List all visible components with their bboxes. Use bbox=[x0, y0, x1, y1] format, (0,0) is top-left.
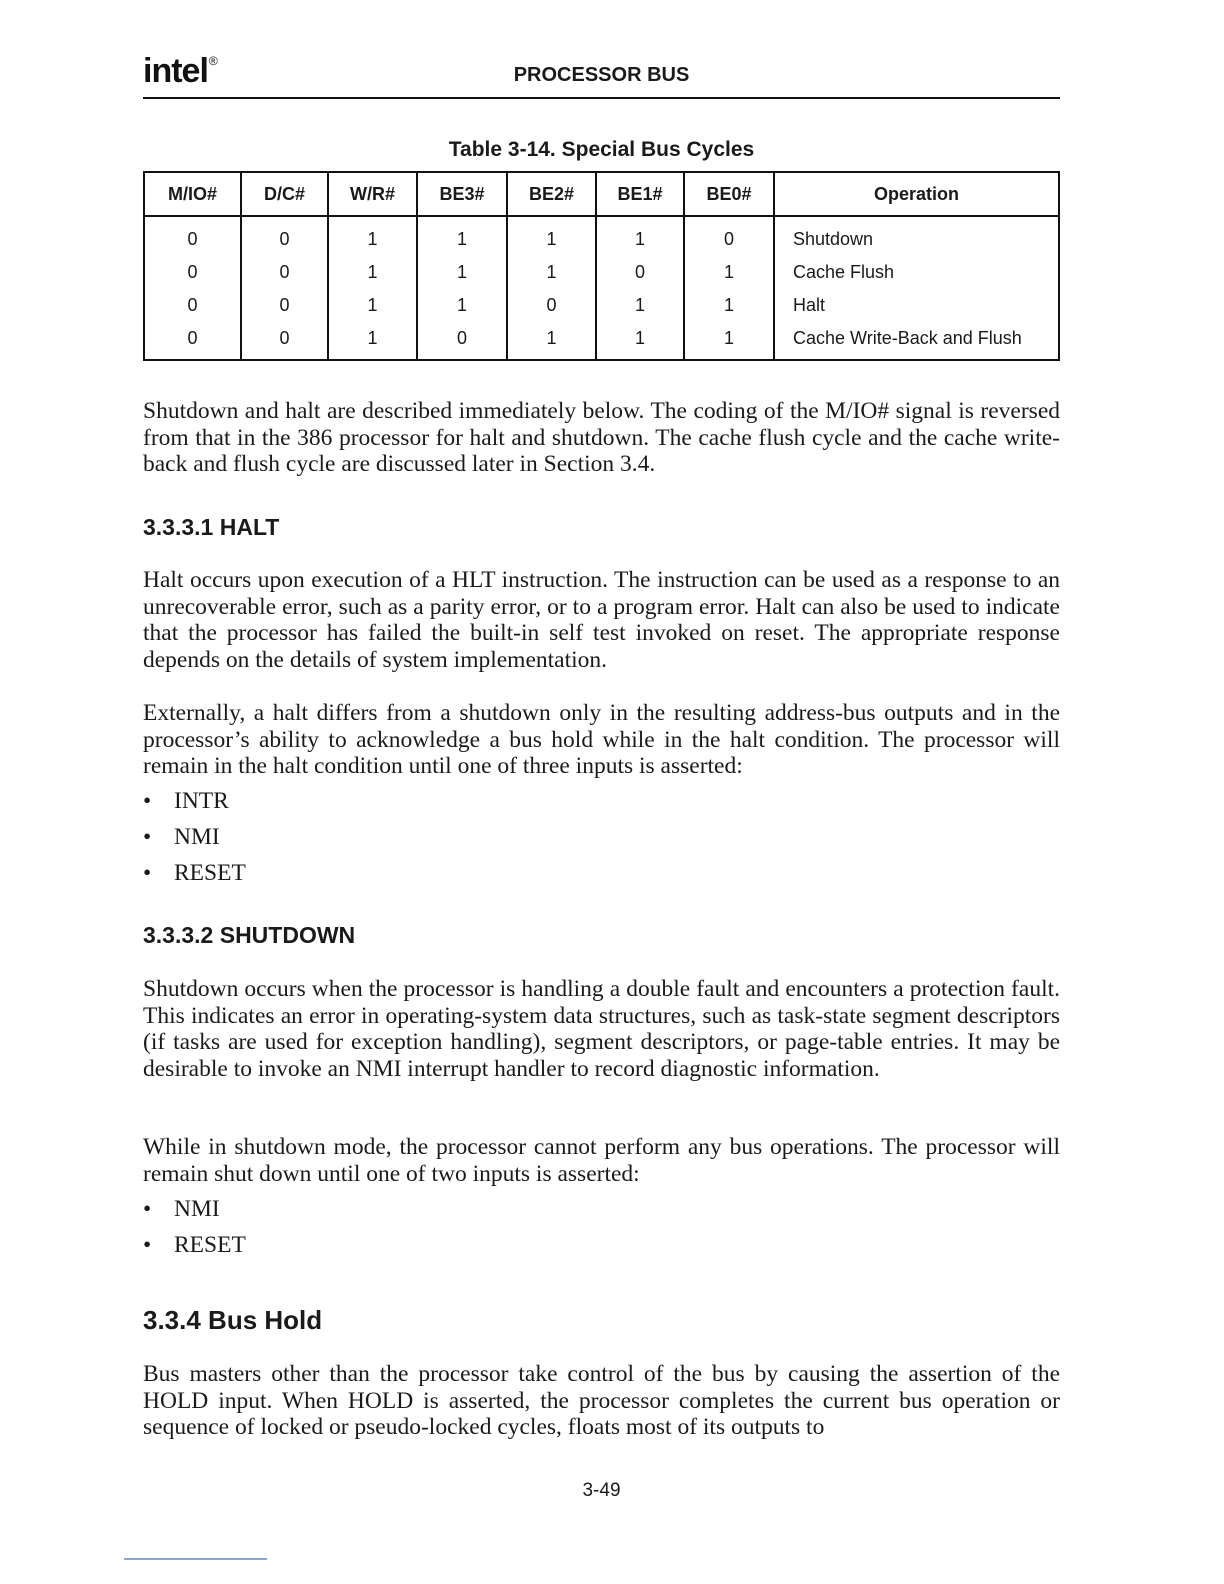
column-header: BE0# bbox=[684, 172, 774, 216]
table-row bbox=[144, 289, 1059, 322]
column-header: D/C# bbox=[241, 172, 328, 216]
table-row bbox=[144, 322, 1059, 360]
table-cell: 1 bbox=[417, 256, 507, 289]
table-cell: 1 bbox=[596, 322, 684, 360]
logo-text: intel bbox=[143, 52, 208, 90]
header-rule bbox=[143, 97, 1060, 99]
table-cell: 1 bbox=[328, 216, 417, 256]
table-cell: 0 bbox=[144, 289, 241, 322]
page-number: 3-49 bbox=[582, 1480, 621, 1501]
operation-cell: Shutdown bbox=[774, 216, 1059, 256]
table-cell: 0 bbox=[241, 216, 328, 256]
table-cell: 0 bbox=[241, 289, 328, 322]
halt-inputs-list bbox=[143, 783, 246, 891]
bullet-icon: • bbox=[143, 788, 152, 814]
bullet-icon: • bbox=[143, 1196, 152, 1222]
table-cell: 0 bbox=[144, 216, 241, 256]
shutdown-inputs-list bbox=[143, 1191, 246, 1263]
table-cell: 1 bbox=[328, 256, 417, 289]
halt-paragraph-1: Halt occurs upon execution of a HLT instruction. The instruction can be used as a response to an unrecoverable error, such as a parity error, or to a program error. Halt can also be used to indicate that the processor has failed the built-in self test invoked on reset. The appropriate response depends on the details of system implementation. bbox=[143, 567, 1060, 673]
list-item bbox=[143, 783, 246, 819]
column-header: W/R# bbox=[328, 172, 417, 216]
bus-hold-paragraph: Bus masters other than the processor take control of the bus by causing the assertion of the HOLD input. When HOLD is asserted, the processor completes the current bus operation or sequence of locked or pseudo-locked cycles, floats most of its outputs to bbox=[143, 1361, 1060, 1440]
table-cell: 0 bbox=[241, 256, 328, 289]
table-cell: 1 bbox=[507, 256, 596, 289]
table-cell: 1 bbox=[417, 289, 507, 322]
list-item bbox=[143, 1191, 246, 1227]
table-cell: 1 bbox=[684, 322, 774, 360]
column-header: M/IO# bbox=[144, 172, 241, 216]
table-cell: 0 bbox=[144, 322, 241, 360]
halt-paragraph-2: Externally, a halt differs from a shutdown only in the resulting address-bus outputs and in the processor’s ability to acknowledge a bus hold while in the halt condition. The processor will remain in the halt condition until one of three inputs is asserted: bbox=[143, 700, 1060, 779]
table-cell: 1 bbox=[596, 289, 684, 322]
shutdown-paragraph-1: Shutdown occurs when the processor is handling a double fault and encounters a protection fault. This indicates an error in operating-system data structures, such as task-state segment descriptors (if tasks are used for exception handling), segment descriptors, or page-table entries. It may be desirable to invoke an NMI interrupt handler to record diagnostic information. bbox=[143, 976, 1060, 1082]
shutdown-heading: 3.3.3.2 SHUTDOWN bbox=[143, 922, 356, 948]
table-row bbox=[144, 256, 1059, 289]
table-cell: 1 bbox=[328, 289, 417, 322]
operation-cell: Cache Write-Back and Flush bbox=[774, 322, 1059, 360]
list-item-text: RESET bbox=[174, 860, 246, 886]
shutdown-paragraph-2: While in shutdown mode, the processor cannot perform any bus operations. The processor will remain shut down until one of two inputs is asserted: bbox=[143, 1134, 1060, 1187]
list-item-text: NMI bbox=[174, 824, 220, 850]
halt-heading: 3.3.3.1 HALT bbox=[143, 514, 280, 540]
column-header: BE2# bbox=[507, 172, 596, 216]
table-cell: 1 bbox=[684, 256, 774, 289]
running-head: PROCESSOR BUS bbox=[513, 64, 690, 86]
table-cell: 1 bbox=[507, 322, 596, 360]
list-item bbox=[143, 1227, 246, 1263]
registered-mark: ® bbox=[208, 54, 217, 68]
table-row bbox=[144, 216, 1059, 256]
table-cell: 0 bbox=[241, 322, 328, 360]
operation-cell: Halt bbox=[774, 289, 1059, 322]
page-header bbox=[143, 40, 1060, 98]
special-bus-cycles-table bbox=[143, 171, 1060, 361]
table-cell: 1 bbox=[507, 216, 596, 256]
table-cell: 0 bbox=[596, 256, 684, 289]
table-header-row bbox=[144, 172, 1059, 216]
intro-paragraph: Shutdown and halt are described immediately below. The coding of the M/IO# signal is reversed from that in the 386 processor for halt and shutdown. The cache flush cycle and the cache write-back and flush cycle are discussed later in Section 3.4. bbox=[143, 398, 1060, 477]
list-item-text: INTR bbox=[174, 788, 229, 814]
scan-edge-line bbox=[124, 1558, 267, 1560]
table-cell: 1 bbox=[684, 289, 774, 322]
list-item bbox=[143, 855, 246, 891]
bullet-icon: • bbox=[143, 1232, 152, 1258]
column-header: BE1# bbox=[596, 172, 684, 216]
column-header: Operation bbox=[774, 172, 1059, 216]
column-header: BE3# bbox=[417, 172, 507, 216]
table-cell: 1 bbox=[417, 216, 507, 256]
table-title: Table 3-14. Special Bus Cycles bbox=[448, 138, 755, 161]
table-cell: 0 bbox=[507, 289, 596, 322]
table-cell: 0 bbox=[144, 256, 241, 289]
list-item-text: RESET bbox=[174, 1232, 246, 1258]
table-cell: 1 bbox=[328, 322, 417, 360]
table-cell: 1 bbox=[596, 216, 684, 256]
list-item bbox=[143, 819, 246, 855]
operation-cell: Cache Flush bbox=[774, 256, 1059, 289]
bullet-icon: • bbox=[143, 824, 152, 850]
bus-hold-heading: 3.3.4 Bus Hold bbox=[143, 1305, 323, 1335]
bullet-icon: • bbox=[143, 860, 152, 886]
table-cell: 0 bbox=[684, 216, 774, 256]
list-item-text: NMI bbox=[174, 1196, 220, 1222]
table-cell: 0 bbox=[417, 322, 507, 360]
